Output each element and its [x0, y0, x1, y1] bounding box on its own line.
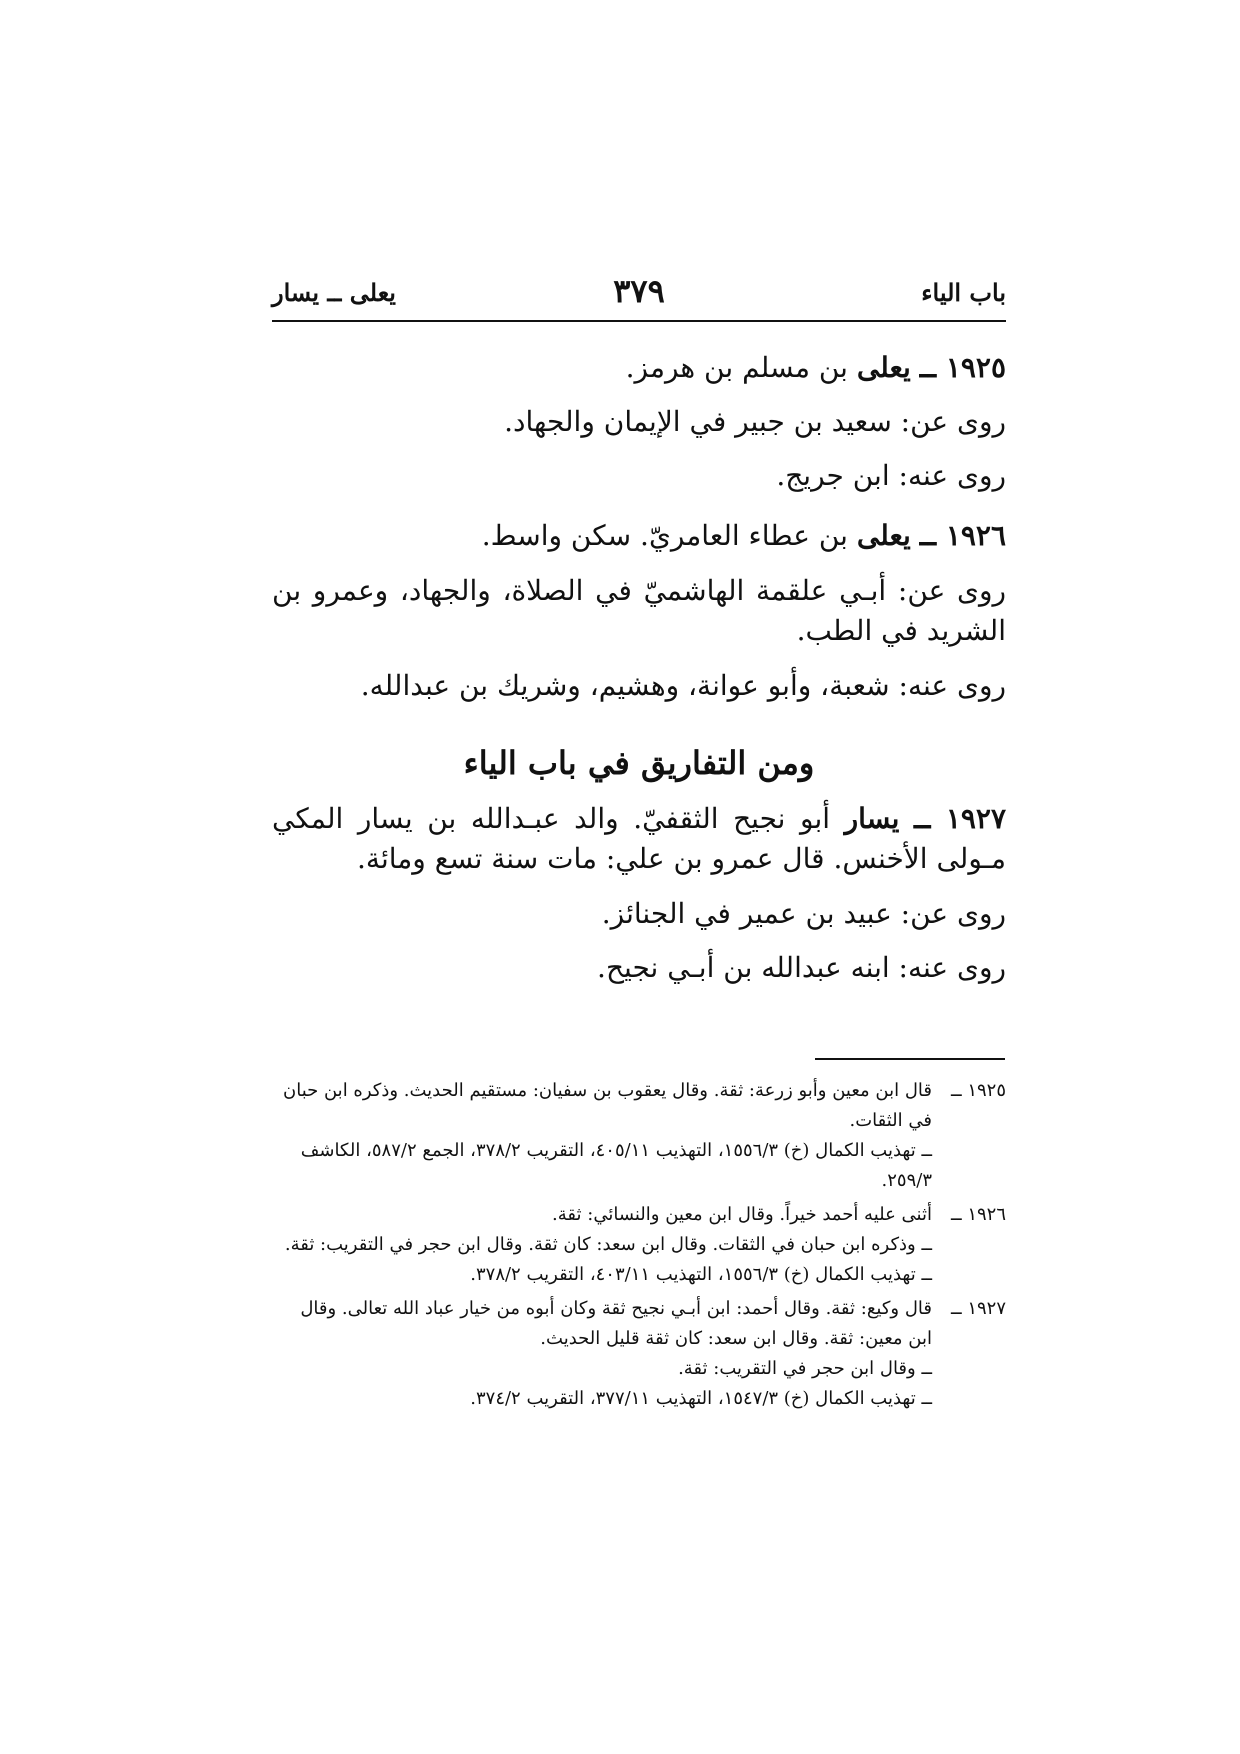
entry-1927-title — [272, 799, 1006, 879]
footnote-line: قال وكيع: ثقة. وقال أحمد: ابن أبـي نجيح ثقة وكان أبوه من خيار عباد الله تعالى. وقال ابن معين: ثقة. وقال ابن سعد: كان ثقة قليل الحديث. — [300, 1298, 932, 1349]
footnote-1925 — [272, 1076, 1006, 1196]
section-heading: ومن التفاريق في باب الياء — [463, 744, 815, 782]
entry-name: يعلى — [856, 351, 911, 384]
footnote-line: قال ابن معين وأبو زرعة: ثقة. وقال يعقوب بن سفيان: مستقيم الحديث. وذكره ابن حبان في الثقات. — [283, 1080, 932, 1131]
running-header — [272, 270, 1006, 322]
footnote-1926 — [272, 1200, 1006, 1290]
main-text — [272, 335, 1006, 995]
entry-1926-title — [272, 509, 1006, 563]
entry-1927-narrated-by: روى عنه: ابنه عبدالله بن أبـي نجيح. — [597, 951, 1006, 984]
footnote-line: ــ وذكره ابن حبان في الثقات. وقال ابن سعد: كان ثقة. وقال ابن حجر في التقريب: ثقة. — [284, 1234, 932, 1255]
footnote-line: أثنى عليه أحمد خيراً. وقال ابن معين والنسائي: ثقة. — [552, 1204, 932, 1225]
entry-1927-narrated-from: روى عن: عبيد بن عمير في الجنائز. — [601, 897, 1006, 930]
footnote-line: ــ وقال ابن حجر في التقريب: ثقة. — [678, 1358, 932, 1379]
entry-number: ١٩٢٧ ــ — [914, 802, 1006, 835]
entry-lineage: بن مسلم بن هرمز. — [625, 351, 848, 384]
entry-1925-narrated-from: روى عن: سعيد بن جبير في الإيمان والجهاد. — [504, 405, 1006, 438]
footnote-number: ١٩٢٥ ــ — [951, 1080, 1006, 1101]
entry-range: يعلى ــ يسار — [272, 278, 396, 307]
entry-lineage: بن عطاء العامريّ. سكن واسط. — [481, 519, 848, 552]
entry-name: يعلى — [856, 519, 911, 552]
entry-number: ١٩٢٥ ــ — [919, 351, 1006, 384]
entry-1925-narrated-by: روى عنه: ابن جريج. — [776, 459, 1006, 492]
entry-1926-narrated-by: روى عنه: شعبة، وأبو عوانة، وهشيم، وشريك بن عبدالله. — [360, 669, 1006, 702]
entry-number: ١٩٢٦ ــ — [919, 519, 1006, 552]
footnote-1927 — [272, 1294, 1006, 1414]
footnote-number: ١٩٢٧ ــ — [951, 1298, 1006, 1319]
footnote-line: ــ تهذيب الكمال (خ) ١٥٥٦/٣، التهذيب ٤٠٣/١١، التقريب ٣٧٨/٢. — [470, 1264, 932, 1285]
entry-1925-title — [272, 341, 1006, 395]
footnote-line: ــ تهذيب الكمال (خ) ١٥٥٦/٣، التهذيب ٤٠٥/١١، التقريب ٣٧٨/٢، الجمع ٥٨٧/٢، الكاشف ٢٥٩/٣. — [300, 1140, 932, 1191]
footnote-number: ١٩٢٦ ــ — [951, 1204, 1006, 1225]
entry-1926-narrated-from: روى عن: أبـي علقمة الهاشميّ في الصلاة، والجهاد، وعمرو بن الشريد في الطب. — [272, 574, 1006, 647]
entry-name: يسار — [844, 802, 900, 835]
entry-lineage: أبو نجيح الثقفيّ. والد عبـدالله بن يسار المكي مـولى الأخنس. قال عمرو بن علي: مات سنة تسع ومائة. — [272, 802, 1006, 875]
footnote-line: ــ تهذيب الكمال (خ) ١٥٤٧/٣، التهذيب ٣٧٧/١١، التقريب ٣٧٤/٢. — [470, 1388, 932, 1409]
chapter-title: باب الياء — [921, 278, 1006, 307]
footnotes — [272, 1076, 1006, 1418]
footnote-separator — [815, 1058, 1005, 1060]
page-number: ٣٧٩ — [613, 272, 665, 310]
